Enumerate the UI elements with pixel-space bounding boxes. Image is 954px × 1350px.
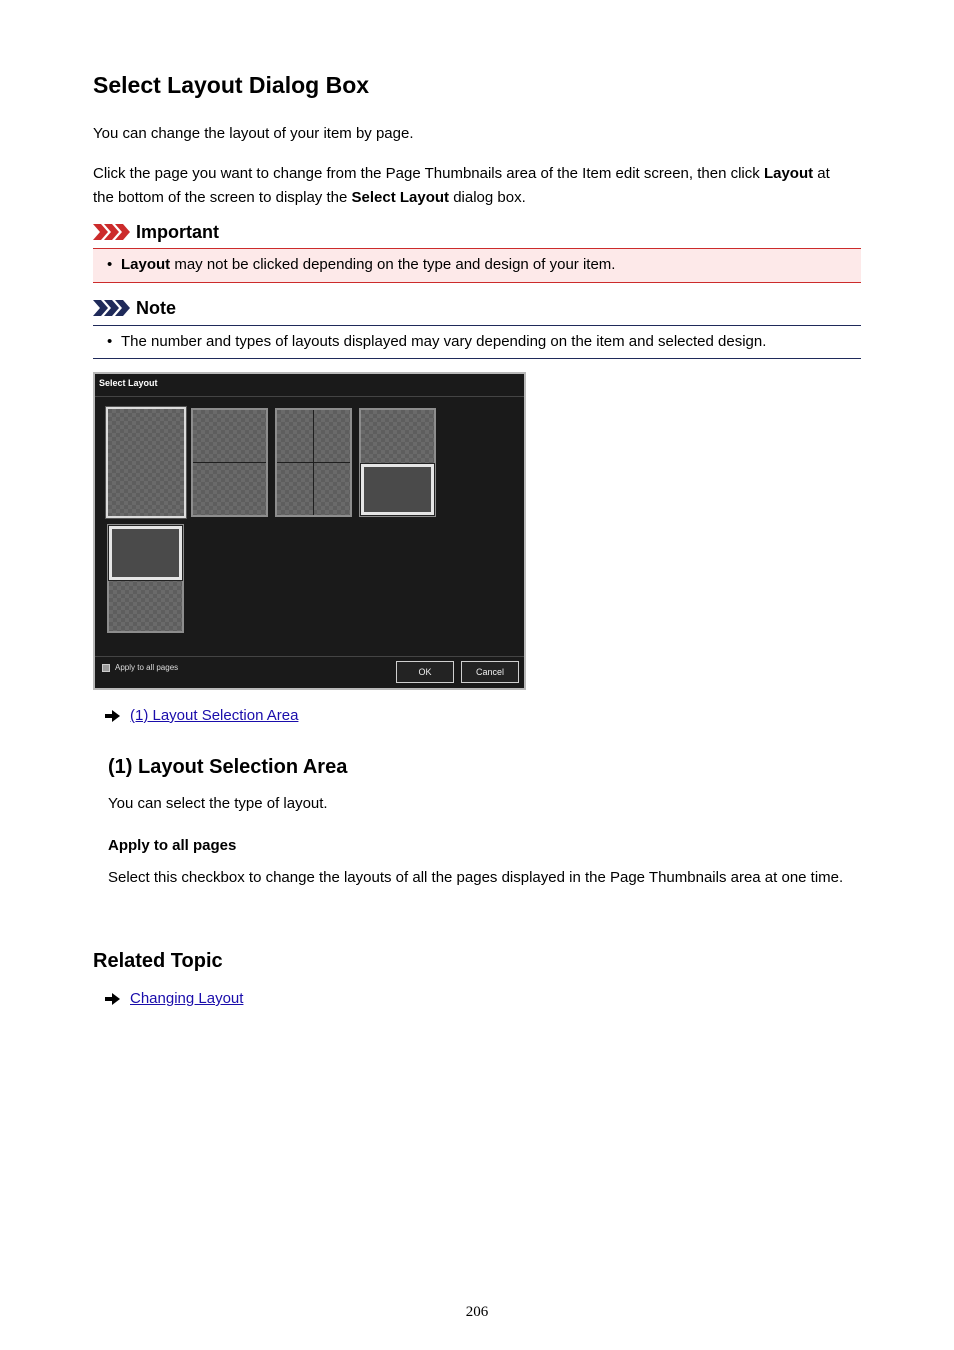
- apply-all-pages-checkbox[interactable]: [102, 664, 110, 672]
- layout-selection-area-link[interactable]: (1) Layout Selection Area: [130, 707, 299, 724]
- cancel-button[interactable]: Cancel: [461, 661, 519, 683]
- changing-layout-link-row: [105, 989, 243, 1009]
- layout-option-frame-bottom[interactable]: [359, 408, 436, 517]
- note-heading: Note: [93, 297, 176, 319]
- section-layout-selection-text: You can select the type of layout.: [108, 795, 328, 812]
- changing-layout-link[interactable]: Changing Layout: [130, 990, 244, 1007]
- ok-button[interactable]: OK: [396, 661, 454, 683]
- layout-option-four-grid[interactable]: [275, 408, 352, 517]
- instruction-paragraph: Click the page you want to change from the Page Thumbnails area of the Item edit screen, then click Layout at the bottom of the screen to display the Select Layout dialog box.: [93, 165, 830, 206]
- page-title: Select Layout Dialog Box: [93, 72, 370, 98]
- layout-selection-area-link-row: [105, 706, 298, 726]
- important-chevrons-icon: [93, 224, 131, 240]
- apply-all-pages-subheading: Apply to all pages: [108, 837, 237, 854]
- note-chevrons-icon: [93, 300, 131, 316]
- important-box: • Layout may not be clicked depending on the type and design of your item.: [93, 248, 861, 283]
- apply-all-pages-label: Apply to all pages: [115, 663, 179, 672]
- arrow-right-icon: [105, 710, 120, 722]
- dialog-title: Select Layout: [99, 378, 158, 388]
- select-layout-dialog: [93, 372, 526, 690]
- layout-option-two-rows[interactable]: [191, 408, 268, 517]
- layout-option-frame-top[interactable]: [107, 524, 184, 633]
- section-layout-selection-heading: (1) Layout Selection Area: [108, 756, 348, 778]
- important-heading: Important: [93, 221, 219, 243]
- related-topic-heading: Related Topic: [93, 950, 223, 972]
- page-number: 206: [465, 1304, 489, 1320]
- apply-all-pages-description: Select this checkbox to change the layouts of all the pages displayed in the Page Thumbnails area at one time.: [108, 869, 844, 886]
- note-box: • The number and types of layouts displayed may vary depending on the item and selected design.: [93, 325, 861, 359]
- arrow-right-icon: [105, 993, 120, 1005]
- layout-option-single[interactable]: [106, 407, 186, 518]
- intro-text: You can change the layout of your item by page.: [93, 125, 414, 142]
